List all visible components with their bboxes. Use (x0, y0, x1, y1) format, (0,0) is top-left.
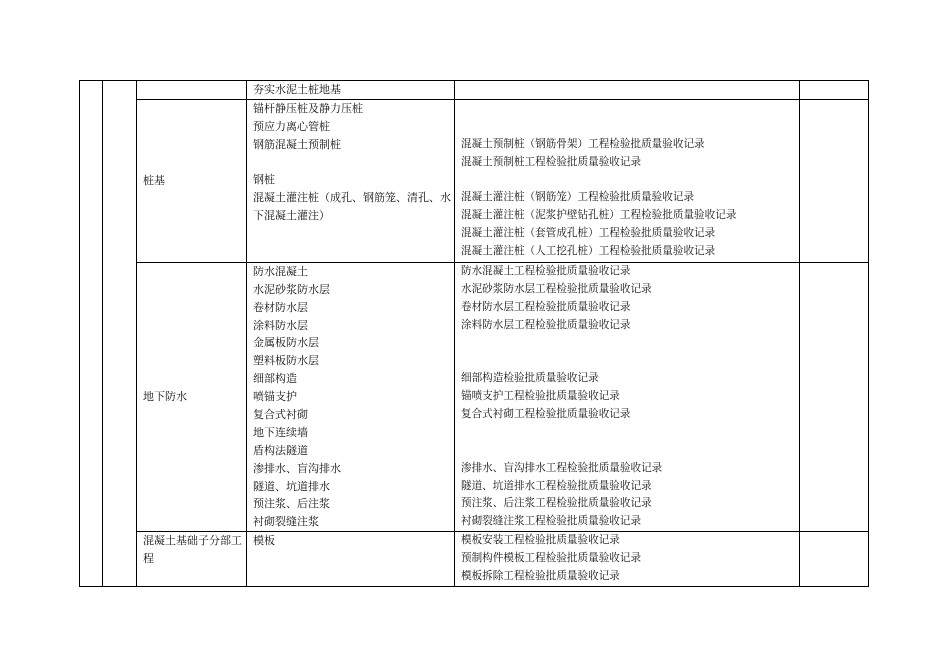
record-text (461, 118, 799, 136)
record-text: 混凝土灌注桩（泥浆护壁钻孔桩）工程检验批质量验收记录 (461, 209, 737, 222)
remark-cell (800, 99, 869, 262)
subdivision-pile-foundation: 桩基 (137, 99, 247, 262)
item-cell-concrete (247, 532, 455, 587)
row-concrete-foundation (80, 532, 869, 587)
item-text: 地下连续墙 (253, 425, 308, 439)
record-text: 混凝土预制桩（钢筋骨架）工程检验批质量验收记录 (461, 137, 705, 150)
record-text (461, 352, 799, 370)
remark-cell (800, 81, 869, 100)
record-text: 预注浆、后注浆工程检验批质量验收记录 (461, 497, 652, 510)
item-text: 钢筋混凝土预制桩 (253, 137, 341, 151)
record-text: 混凝土灌注桩（套管成孔桩）工程检验批质量验收记录 (461, 227, 716, 240)
record-text: 隧道、坑道排水工程检验批质量验收记录 (461, 479, 652, 492)
item-text: 复合式衬砌 (253, 408, 308, 422)
subdivision-underground-waterproofing: 地下防水 (137, 262, 247, 531)
item-cell-waterproofing (247, 262, 455, 531)
record-text (461, 100, 799, 118)
record-text: 模板拆除工程检验批质量验收记录 (461, 570, 620, 583)
record-text (461, 171, 799, 189)
subdivision-cell-empty (137, 81, 247, 100)
record-text: 复合式衬砌工程检验批质量验收记录 (461, 408, 631, 421)
item-text: 预应力离心管桩 (253, 119, 330, 133)
item-text: 防水混凝土 (253, 264, 308, 278)
row-compacted-soil-cement-pile (80, 81, 869, 100)
record-text: 细部构造检验批质量验收记录 (461, 372, 599, 385)
record-cell-concrete (455, 532, 800, 587)
record-text: 混凝土灌注桩（人工挖孔桩）工程检验批质量验收记录 (461, 245, 716, 258)
item-text (253, 154, 454, 172)
record-text (461, 424, 799, 442)
item-text: 细部构造 (253, 372, 297, 386)
item-text-wrapped: 混凝土灌注桩（成孔、钢筋笼、清孔、水下混凝土灌注） (253, 191, 451, 223)
item-text: 卷材防水层 (253, 300, 308, 314)
item-cell-pile (247, 99, 455, 262)
record-text: 涂料防水层工程检验批质量验收记录 (461, 318, 631, 331)
remark-cell (800, 532, 869, 587)
item-text: 喷锚支护 (253, 390, 297, 404)
item-text: 钢桩 (253, 173, 275, 187)
remark-cell (800, 262, 869, 531)
item-cell (247, 81, 455, 100)
col-subdivision-blank (103, 81, 137, 587)
record-cell-pile (455, 99, 800, 262)
row-underground-waterproofing (80, 262, 869, 531)
item-text: 涂料防水层 (253, 318, 308, 332)
record-text: 水泥砂浆防水层工程检验批质量验收记录 (461, 282, 652, 295)
record-text: 衬砌裂缝注浆工程检验批质量验收记录 (461, 515, 642, 528)
record-text: 渗排水、盲沟排水工程检验批质量验收记录 (461, 461, 663, 474)
item-text: 隧道、坑道排水 (253, 479, 330, 493)
item-text: 渗排水、盲沟排水 (253, 461, 341, 475)
item-text: 锚杆静压桩及静力压桩 (253, 101, 363, 115)
record-text: 防水混凝土工程检验批质量验收记录 (461, 264, 631, 277)
row-pile-foundation (80, 99, 869, 262)
record-text (461, 442, 799, 460)
record-text: 混凝土预制桩工程检验批质量验收记录 (461, 155, 642, 168)
item-text: 衬砌裂缝注浆 (253, 515, 319, 529)
subdivision-concrete-foundation: 混凝土基础子分部工程 (137, 532, 247, 587)
record-text: 混凝土灌注桩（钢筋笼）工程检验批质量验收记录 (461, 191, 695, 204)
record-cell-empty (455, 81, 800, 100)
acceptance-record-table (79, 80, 869, 587)
item-text: 塑料板防水层 (253, 354, 319, 368)
item-text: 夯实水泥土桩地基 (253, 83, 341, 96)
record-text (461, 334, 799, 352)
record-text: 模板安装工程检验批质量验收记录 (461, 534, 620, 547)
item-text: 金属板防水层 (253, 336, 319, 350)
col-division-blank (80, 81, 103, 587)
item-text: 水泥砂浆防水层 (253, 282, 330, 296)
item-text: 预注浆、后注浆 (253, 497, 330, 511)
record-text: 卷材防水层工程检验批质量验收记录 (461, 300, 631, 313)
item-text: 盾构法隧道 (253, 443, 308, 457)
record-cell-waterproofing (455, 262, 800, 531)
record-text: 锚喷支护工程检验批质量验收记录 (461, 390, 620, 403)
item-text: 模板 (253, 534, 275, 548)
record-text: 预制构件模板工程检验批质量验收记录 (461, 552, 642, 565)
